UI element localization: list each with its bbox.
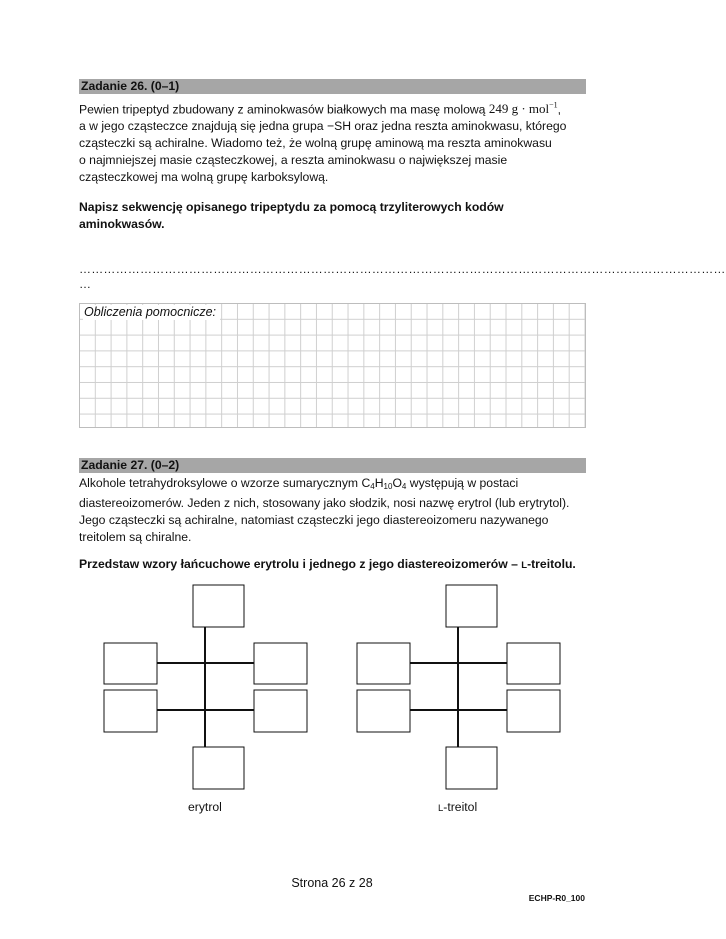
task27-header: Zadanie 27. (0–2)	[79, 458, 586, 473]
answer-box[interactable]	[507, 690, 560, 732]
answer-box[interactable]	[254, 643, 307, 684]
task26-instruction: Napisz sekwencję opisanego tripeptydu za pomocą trzyliterowych kodów aminokwasów.	[79, 200, 504, 231]
grid-label: Obliczenia pomocnicze:	[83, 305, 220, 320]
answer-box[interactable]	[104, 690, 157, 732]
calculation-grid[interactable]	[79, 303, 586, 428]
task26-text-line3: cząsteczki są achiralne. Wiadomo też, że wolną grupę aminową ma reszta aminokwasu	[79, 136, 552, 151]
answer-box[interactable]	[446, 585, 497, 627]
task26-text-line5: cząsteczkowej ma wolną grupę karboksylową.	[79, 170, 329, 185]
task26-description: Pewien tripeptyd zbudowany z aminokwasów białkowych ma masę molową 249 g · mol$^{-1}$, a w jego cząsteczce znajdują się jedna grupa −SH oraz jedna reszta aminokwasu, którego cząsteczki są achiralne. Wiadomo też, że wolną grupę aminową ma reszta aminokwasu o najmniejszej masie cząsteczkowej, a reszta aminokwasu o największej masie cząsteczkowej ma wolną grupę karboksylową.	[79, 97, 589, 186]
task27-instruction: Przedstaw wzory łańcuchowe erytrolu i jednego z jego diastereoizomerów – L-treitolu.	[79, 557, 576, 571]
answer-box[interactable]	[104, 643, 157, 684]
erytrol-template	[104, 585, 307, 789]
answer-line-continuation: …	[79, 277, 92, 291]
task26-text-line2: a w jego cząsteczce znajdują się jedna grupa −SH oraz jedna reszta aminokwasu, którego	[79, 119, 567, 134]
answer-box[interactable]	[357, 690, 410, 732]
treitol-template	[357, 585, 560, 789]
task26-header: Zadanie 26. (0–1)	[79, 79, 586, 94]
task26-text-line4: o najmniejszej masie cząsteczkowej, a reszta aminokwasu o największej masie	[79, 153, 508, 168]
molar-mass: 249 g · mol$^{-1}$	[488, 101, 558, 117]
page-number: Strona 26 z 28	[291, 876, 373, 890]
answer-box[interactable]	[193, 585, 244, 627]
fischer-projection-templates	[0, 580, 664, 790]
task26-text-line1: Pewien tripeptyd zbudowany z aminokwasów białkowych ma masę molową	[79, 102, 489, 117]
answer-box[interactable]	[254, 690, 307, 732]
caption-treitol: L-treitol	[438, 800, 478, 814]
answer-box[interactable]	[446, 747, 497, 789]
answer-box[interactable]	[507, 643, 560, 684]
answer-box[interactable]	[193, 747, 244, 789]
caption-erytrol: erytrol	[188, 800, 222, 814]
document-code: ECHP-R0_100	[528, 893, 585, 903]
answer-line[interactable]: ……………………………………………………………………………………………………………………………………………	[79, 262, 726, 276]
task27-description: Alkohole tetrahydroksylowe o wzorze sumarycznym $C_4H_{10}O_4$ występują w postaci diastereoizomerów. Jeden z nich, stosowany jako słodzik, nosi nazwę erytrol (lub erytrytol). Jego cząsteczki są achiralne, natomiast cząsteczki jego diastereoizomeru nazywanego treitolem są chiralne.	[79, 476, 570, 544]
answer-box[interactable]	[357, 643, 410, 684]
